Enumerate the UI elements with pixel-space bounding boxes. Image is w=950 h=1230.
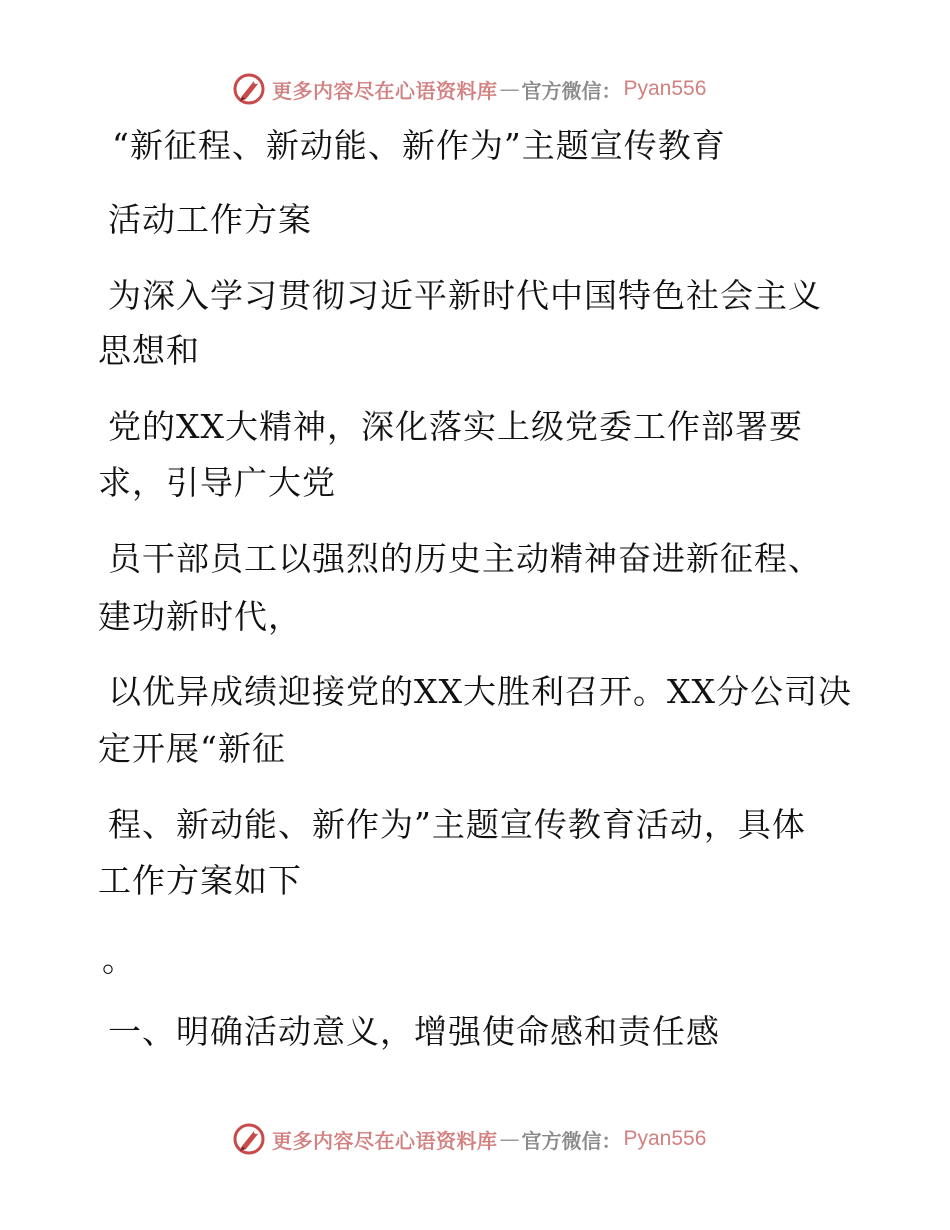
pen-logo-icon <box>232 1122 266 1156</box>
watermark-header <box>232 70 706 108</box>
section-heading: 一、明确活动意义，增强使命感和责任感 <box>108 1012 720 1051</box>
doc-text-line: 。 <box>102 940 136 979</box>
watermark-label: 官方微信： <box>521 1128 622 1153</box>
watermark-label: 官方微信： <box>521 78 622 103</box>
doc-text-line: 为深入学习贯彻习近平新时代中国特色社会主义 <box>108 276 822 315</box>
doc-text-line: 定开展“新征 <box>98 729 286 768</box>
watermark-footer <box>232 1120 706 1158</box>
watermark-dash: — <box>499 1127 520 1151</box>
watermark-wechat-id: Pyan556 <box>623 77 707 100</box>
doc-title-line-1: “新征程、新动能、新作为”主题宣传教育 <box>112 126 726 165</box>
doc-title-line-2: 活动工作方案 <box>108 200 312 239</box>
doc-text-line: 求，引导广大党 <box>98 463 336 502</box>
doc-text-line: 建功新时代， <box>98 597 302 636</box>
doc-text-line: 以优异成绩迎接党的XX大胜利召开。XX分公司决 <box>108 672 852 711</box>
pen-logo-icon <box>232 72 266 106</box>
watermark-brand: 更多内容尽在心语资料库 <box>272 78 498 103</box>
doc-text-line: 党的XX大精神，深化落实上级党委工作部署要 <box>108 407 803 446</box>
doc-text-line: 员干部员工以强烈的历史主动精神奋进新征程、 <box>108 539 822 578</box>
doc-text-line: 程、新动能、新作为”主题宣传教育活动，具体 <box>108 805 806 844</box>
watermark-brand: 更多内容尽在心语资料库 <box>272 1128 498 1153</box>
watermark-wechat-id: Pyan556 <box>623 1127 707 1150</box>
watermark-dash: — <box>499 77 520 101</box>
doc-text-line: 工作方案如下 <box>98 861 302 900</box>
doc-text-line: 思想和 <box>98 331 200 370</box>
